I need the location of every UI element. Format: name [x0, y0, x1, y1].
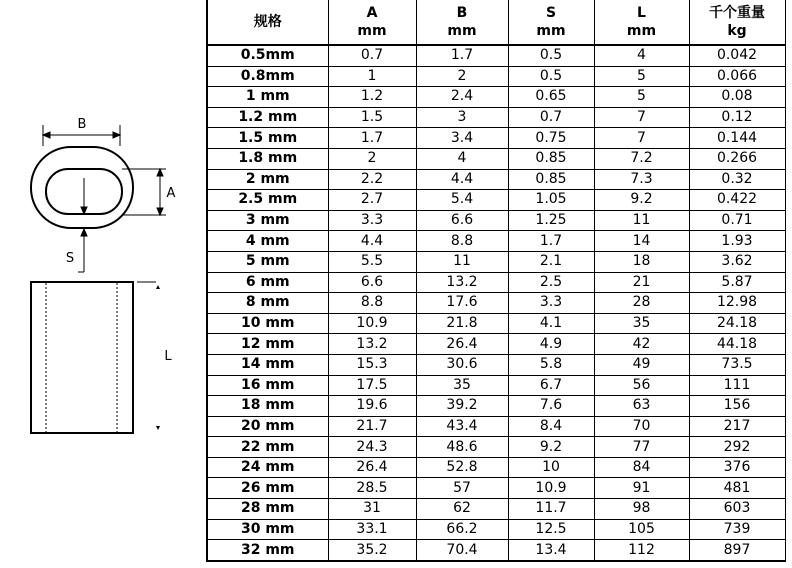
cell-b: 2 — [416, 66, 508, 87]
cell-a: 21.7 — [328, 416, 416, 437]
cell-s: 4.1 — [508, 313, 594, 334]
cell-spec: 8 mm — [207, 293, 328, 314]
cell-b: 2.4 — [416, 87, 508, 108]
table-row — [207, 272, 785, 293]
cell-s: 0.85 — [508, 148, 594, 169]
cell-b: 52.8 — [416, 457, 508, 478]
column-header-weight-label: 千个重量 — [709, 5, 765, 21]
cell-a: 1 — [328, 66, 416, 87]
cell-weight: 481 — [689, 478, 785, 499]
table-row — [207, 293, 785, 314]
cell-l: 105 — [594, 519, 689, 540]
column-header-a-label: A — [366, 5, 378, 21]
cell-weight: 0.144 — [689, 128, 785, 149]
cell-spec: 1.2 mm — [207, 107, 328, 128]
cell-weight: 0.066 — [689, 66, 785, 87]
cell-l: 77 — [594, 437, 689, 458]
cell-weight: 376 — [689, 457, 785, 478]
cell-weight: 0.71 — [689, 210, 785, 231]
cell-s: 13.4 — [508, 540, 594, 561]
cell-b: 35 — [416, 375, 508, 396]
cell-b: 62 — [416, 499, 508, 520]
cell-s: 0.5 — [508, 45, 594, 66]
cell-b: 4 — [416, 148, 508, 169]
cell-b: 70.4 — [416, 540, 508, 561]
cell-weight: 0.042 — [689, 45, 785, 66]
cell-weight: 739 — [689, 519, 785, 540]
cell-weight: 156 — [689, 396, 785, 417]
cell-l: 112 — [594, 540, 689, 561]
column-header-b-unit: mm — [447, 23, 477, 39]
column-header-a-unit: mm — [357, 23, 387, 39]
cell-weight: 5.87 — [689, 272, 785, 293]
table-row — [207, 251, 785, 272]
cell-b: 3.4 — [416, 128, 508, 149]
cell-spec: 24 mm — [207, 457, 328, 478]
cell-spec: 10 mm — [207, 313, 328, 334]
cell-weight: 0.08 — [689, 87, 785, 108]
cell-l: 14 — [594, 231, 689, 252]
column-header-a — [328, 0, 416, 45]
cell-a: 28.5 — [328, 478, 416, 499]
header-row — [207, 0, 785, 45]
table-row — [207, 375, 785, 396]
cell-a: 4.4 — [328, 231, 416, 252]
table-row — [207, 416, 785, 437]
cell-weight: 0.266 — [689, 148, 785, 169]
cell-s: 11.7 — [508, 499, 594, 520]
cell-s: 10.9 — [508, 478, 594, 499]
cell-s: 5.8 — [508, 354, 594, 375]
cell-a: 2.2 — [328, 169, 416, 190]
table-row — [207, 457, 785, 478]
cell-spec: 12 mm — [207, 334, 328, 355]
cell-l: 7 — [594, 107, 689, 128]
cell-s: 6.7 — [508, 375, 594, 396]
specification-table — [206, 0, 786, 562]
cell-spec: 20 mm — [207, 416, 328, 437]
cell-spec: 2 mm — [207, 169, 328, 190]
cell-l: 5 — [594, 66, 689, 87]
cell-a: 17.5 — [328, 375, 416, 396]
cell-s: 12.5 — [508, 519, 594, 540]
cell-spec: 26 mm — [207, 478, 328, 499]
cell-b: 13.2 — [416, 272, 508, 293]
cell-a: 1.7 — [328, 128, 416, 149]
column-header-l-label: L — [637, 5, 646, 21]
cell-l: 7.3 — [594, 169, 689, 190]
table-header — [207, 0, 785, 45]
cell-weight: 897 — [689, 540, 785, 561]
cell-s: 2.1 — [508, 251, 594, 272]
cell-weight: 73.5 — [689, 354, 785, 375]
cell-l: 42 — [594, 334, 689, 355]
cell-s: 1.7 — [508, 231, 594, 252]
cell-s: 1.05 — [508, 190, 594, 211]
cell-a: 15.3 — [328, 354, 416, 375]
cell-a: 2 — [328, 148, 416, 169]
cell-b: 11 — [416, 251, 508, 272]
table-row — [207, 478, 785, 499]
cell-s: 3.3 — [508, 293, 594, 314]
dimension-label-b: B — [77, 117, 87, 132]
cell-b: 66.2 — [416, 519, 508, 540]
cell-weight: 24.18 — [689, 313, 785, 334]
cell-s: 0.85 — [508, 169, 594, 190]
cell-spec: 2.5 mm — [207, 190, 328, 211]
cell-spec: 22 mm — [207, 437, 328, 458]
cell-s: 0.7 — [508, 107, 594, 128]
cell-b: 39.2 — [416, 396, 508, 417]
cell-a: 13.2 — [328, 334, 416, 355]
cell-s: 9.2 — [508, 437, 594, 458]
cell-a: 8.8 — [328, 293, 416, 314]
cell-spec: 1.8 mm — [207, 148, 328, 169]
table-row — [207, 519, 785, 540]
table-row — [207, 231, 785, 252]
table-row — [207, 107, 785, 128]
cell-b: 30.6 — [416, 354, 508, 375]
cell-spec: 0.5mm — [207, 45, 328, 66]
table-row — [207, 66, 785, 87]
cell-a: 35.2 — [328, 540, 416, 561]
cell-b: 43.4 — [416, 416, 508, 437]
table-row — [207, 334, 785, 355]
cell-l: 9.2 — [594, 190, 689, 211]
cell-b: 3 — [416, 107, 508, 128]
cell-weight: 1.93 — [689, 231, 785, 252]
cell-s: 8.4 — [508, 416, 594, 437]
cell-spec: 3 mm — [207, 210, 328, 231]
table-row — [207, 128, 785, 149]
cell-s: 7.6 — [508, 396, 594, 417]
table-row — [207, 45, 785, 66]
cell-l: 56 — [594, 375, 689, 396]
cell-b: 5.4 — [416, 190, 508, 211]
cell-spec: 1 mm — [207, 87, 328, 108]
cell-a: 2.7 — [328, 190, 416, 211]
cell-spec: 0.8mm — [207, 66, 328, 87]
cell-weight: 44.18 — [689, 334, 785, 355]
cell-spec: 6 mm — [207, 272, 328, 293]
dimension-l — [137, 282, 160, 430]
cell-a: 10.9 — [328, 313, 416, 334]
table-row — [207, 169, 785, 190]
sleeve-side-view — [31, 282, 133, 433]
column-header-s-unit: mm — [536, 23, 566, 39]
cell-a: 26.4 — [328, 457, 416, 478]
dimension-label-a: A — [166, 186, 176, 201]
cell-a: 24.3 — [328, 437, 416, 458]
cell-l: 18 — [594, 251, 689, 272]
table-row — [207, 190, 785, 211]
cell-s: 4.9 — [508, 334, 594, 355]
cell-a: 1.2 — [328, 87, 416, 108]
table-row — [207, 437, 785, 458]
cell-a: 31 — [328, 499, 416, 520]
cell-a: 5.5 — [328, 251, 416, 272]
cell-spec: 32 mm — [207, 540, 328, 561]
cell-spec: 16 mm — [207, 375, 328, 396]
cell-l: 21 — [594, 272, 689, 293]
cell-l: 49 — [594, 354, 689, 375]
cell-l: 91 — [594, 478, 689, 499]
cell-s: 10 — [508, 457, 594, 478]
cell-l: 4 — [594, 45, 689, 66]
cell-l: 7 — [594, 128, 689, 149]
column-header-spec-label: 规格 — [253, 14, 282, 30]
cell-s: 0.75 — [508, 128, 594, 149]
cell-a: 19.6 — [328, 396, 416, 417]
column-header-weight-unit: kg — [727, 23, 747, 39]
cell-weight: 0.32 — [689, 169, 785, 190]
column-header-b — [416, 0, 508, 45]
table-body — [207, 45, 785, 561]
table-row — [207, 396, 785, 417]
column-header-spec — [207, 0, 328, 45]
cell-b: 26.4 — [416, 334, 508, 355]
column-header-s — [508, 0, 594, 45]
table-row — [207, 540, 785, 561]
cell-weight: 603 — [689, 499, 785, 520]
cell-a: 0.7 — [328, 45, 416, 66]
table-row — [207, 313, 785, 334]
dimension-label-l: L — [164, 349, 172, 364]
cell-b: 1.7 — [416, 45, 508, 66]
table-row — [207, 499, 785, 520]
table-row — [207, 354, 785, 375]
cell-b: 8.8 — [416, 231, 508, 252]
cell-l: 63 — [594, 396, 689, 417]
table-row — [207, 148, 785, 169]
cell-weight: 12.98 — [689, 293, 785, 314]
cell-b: 6.6 — [416, 210, 508, 231]
cell-s: 0.65 — [508, 87, 594, 108]
cell-a: 1.5 — [328, 107, 416, 128]
cell-l: 35 — [594, 313, 689, 334]
sleeve-cross-section — [31, 147, 133, 228]
cell-s: 0.5 — [508, 66, 594, 87]
sleeve-dimension-diagram — [0, 0, 206, 568]
cell-a: 3.3 — [328, 210, 416, 231]
cell-l: 5 — [594, 87, 689, 108]
column-header-l-unit: mm — [626, 23, 657, 39]
dimension-s — [78, 178, 87, 272]
cell-s: 2.5 — [508, 272, 594, 293]
cell-a: 33.1 — [328, 519, 416, 540]
cell-l: 7.2 — [594, 148, 689, 169]
cell-l: 11 — [594, 210, 689, 231]
cell-b: 4.4 — [416, 169, 508, 190]
cell-s: 1.25 — [508, 210, 594, 231]
dimension-label-s: S — [65, 251, 75, 266]
cell-weight: 111 — [689, 375, 785, 396]
table-row — [207, 210, 785, 231]
column-header-s-label: S — [545, 5, 557, 21]
cell-l: 70 — [594, 416, 689, 437]
cell-weight: 217 — [689, 416, 785, 437]
cell-spec: 1.5 mm — [207, 128, 328, 149]
cell-spec: 28 mm — [207, 499, 328, 520]
cell-b: 17.6 — [416, 293, 508, 314]
cell-spec: 30 mm — [207, 519, 328, 540]
cell-weight: 0.422 — [689, 190, 785, 211]
cell-weight: 3.62 — [689, 251, 785, 272]
cell-spec: 14 mm — [207, 354, 328, 375]
cell-spec: 18 mm — [207, 396, 328, 417]
column-header-l — [594, 0, 689, 45]
cell-l: 28 — [594, 293, 689, 314]
table-row — [207, 87, 785, 108]
cell-a: 6.6 — [328, 272, 416, 293]
cell-b: 48.6 — [416, 437, 508, 458]
cell-b: 21.8 — [416, 313, 508, 334]
cell-spec: 4 mm — [207, 231, 328, 252]
cell-b: 57 — [416, 478, 508, 499]
cell-weight: 292 — [689, 437, 785, 458]
column-header-weight — [689, 0, 785, 45]
cell-l: 98 — [594, 499, 689, 520]
cell-l: 84 — [594, 457, 689, 478]
cell-spec: 5 mm — [207, 251, 328, 272]
cell-weight: 0.12 — [689, 107, 785, 128]
column-header-b-label: B — [456, 5, 468, 21]
